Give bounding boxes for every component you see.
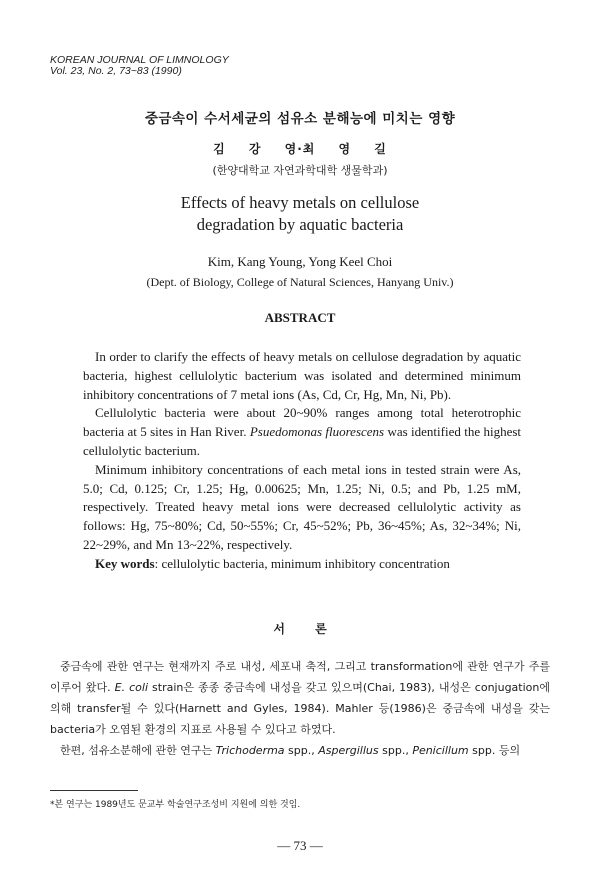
body-paragraph-1 [50, 656, 550, 740]
footnote-divider [50, 790, 138, 791]
species-name: E. coli [114, 681, 149, 694]
body-text-span: spp. 등의 [468, 744, 521, 757]
authors-english: Kim, Kang Young, Yong Keel Choi [207, 254, 393, 269]
species-name: Psuedomonas fluorescens [249, 424, 385, 440]
species-name: Penicillum [412, 744, 469, 757]
body-text-span: strain은 종종 중금속에 내성을 갖고 있으며(Chai, 1983), 내성은 conjugation에 의해 transfer될 수 있다(Harnett and Gyles, 1984). Mahler 등(1986)은 중금속에 내성을 갖는 bacteria가 오염된 환경의 지표로 사용될 수 있다고 하였다. [50, 681, 550, 736]
title-korean: 중금속이 수서세균의 섬유소 분해능에 미치는 영향 [144, 111, 456, 127]
body-text-span: spp., [378, 744, 413, 757]
abstract-text: Cellulolytic bacteria were about 20~90% ranges among total heterotrophic bacteria at 5 sites in Han River. [83, 405, 521, 440]
abstract-body [83, 348, 521, 574]
keywords-label: Key words [95, 555, 155, 571]
title-english [0, 192, 600, 236]
species-name: Aspergillus [318, 744, 379, 757]
journal-header [50, 55, 229, 77]
body-text-span: spp., [284, 744, 319, 757]
body-text-span: 중금속에 관한 연구는 현재까지 주로 내성, 세포내 축적, 그리고 transformation에 관한 연구가 주를 이루어 왔다. [50, 660, 550, 694]
section-heading: 서 론 [273, 622, 327, 636]
abstract-heading: ABSTRACT [264, 310, 336, 325]
authors-korean: 김 강 영·최 영 길 [213, 142, 387, 156]
keywords [83, 555, 521, 574]
abstract-paragraph-2 [83, 404, 521, 460]
body-paragraph-2 [50, 740, 550, 761]
footnote: *본 연구는 1989년도 문교부 학술연구조성비 지원에 의한 것임. [50, 800, 301, 810]
body-text [50, 656, 550, 761]
affiliation-korean: (한양대학교 자연과학대학 생물학과) [212, 164, 388, 177]
volume-info: Vol. 23, No. 2, 73~83 (1990) [50, 65, 182, 77]
abstract-paragraph-1: In order to clarify the effects of heavy metals on cellulose degradation by aquatic bacteria, highest cellulolytic bacterium was isolated and determined minimum inhibitory concentrations of 7 metal ions (As, Cd, Cr, Hg, Mn, Ni, Pb). [83, 349, 521, 402]
abstract-text: was identified the highest cellulolytic bacterium. [83, 424, 522, 458]
title-english-line2: degradation by aquatic bacteria [196, 215, 404, 234]
page-number: — 73 — [277, 838, 323, 853]
journal-name: KOREAN JOURNAL OF LIMNOLOGY [50, 54, 229, 66]
species-name: Trichoderma [215, 744, 285, 757]
title-english-line1: Effects of heavy metals on cellulose [180, 193, 420, 212]
abstract-paragraph-3: Minimum inhibitory concentrations of each metal ions in tested strain were As, 5.0; Cd, 0.125; Cr, 1.25; Hg, 0.00625; Mn, 1.25; Ni, 0.5; and Pb, 1.25 mM, respectively. Treated heavy metal ions were decreased cellulolytic activity as follows: Hg, 75~80%; Cd, 50~55%; Cr, 45~52%; Pb, 36~45%; As, 32~34%; Ni, 22~29%, and Mn 13~22%, respectively. [83, 461, 521, 552]
keywords-text: : cellulolytic bacteria, minimum inhibitory concentration [154, 555, 450, 571]
affiliation-english: (Dept. of Biology, College of Natural Sciences, Hanyang Univ.) [146, 275, 454, 289]
body-text-span: 한편, 섬유소분해에 관한 연구는 [60, 744, 216, 757]
